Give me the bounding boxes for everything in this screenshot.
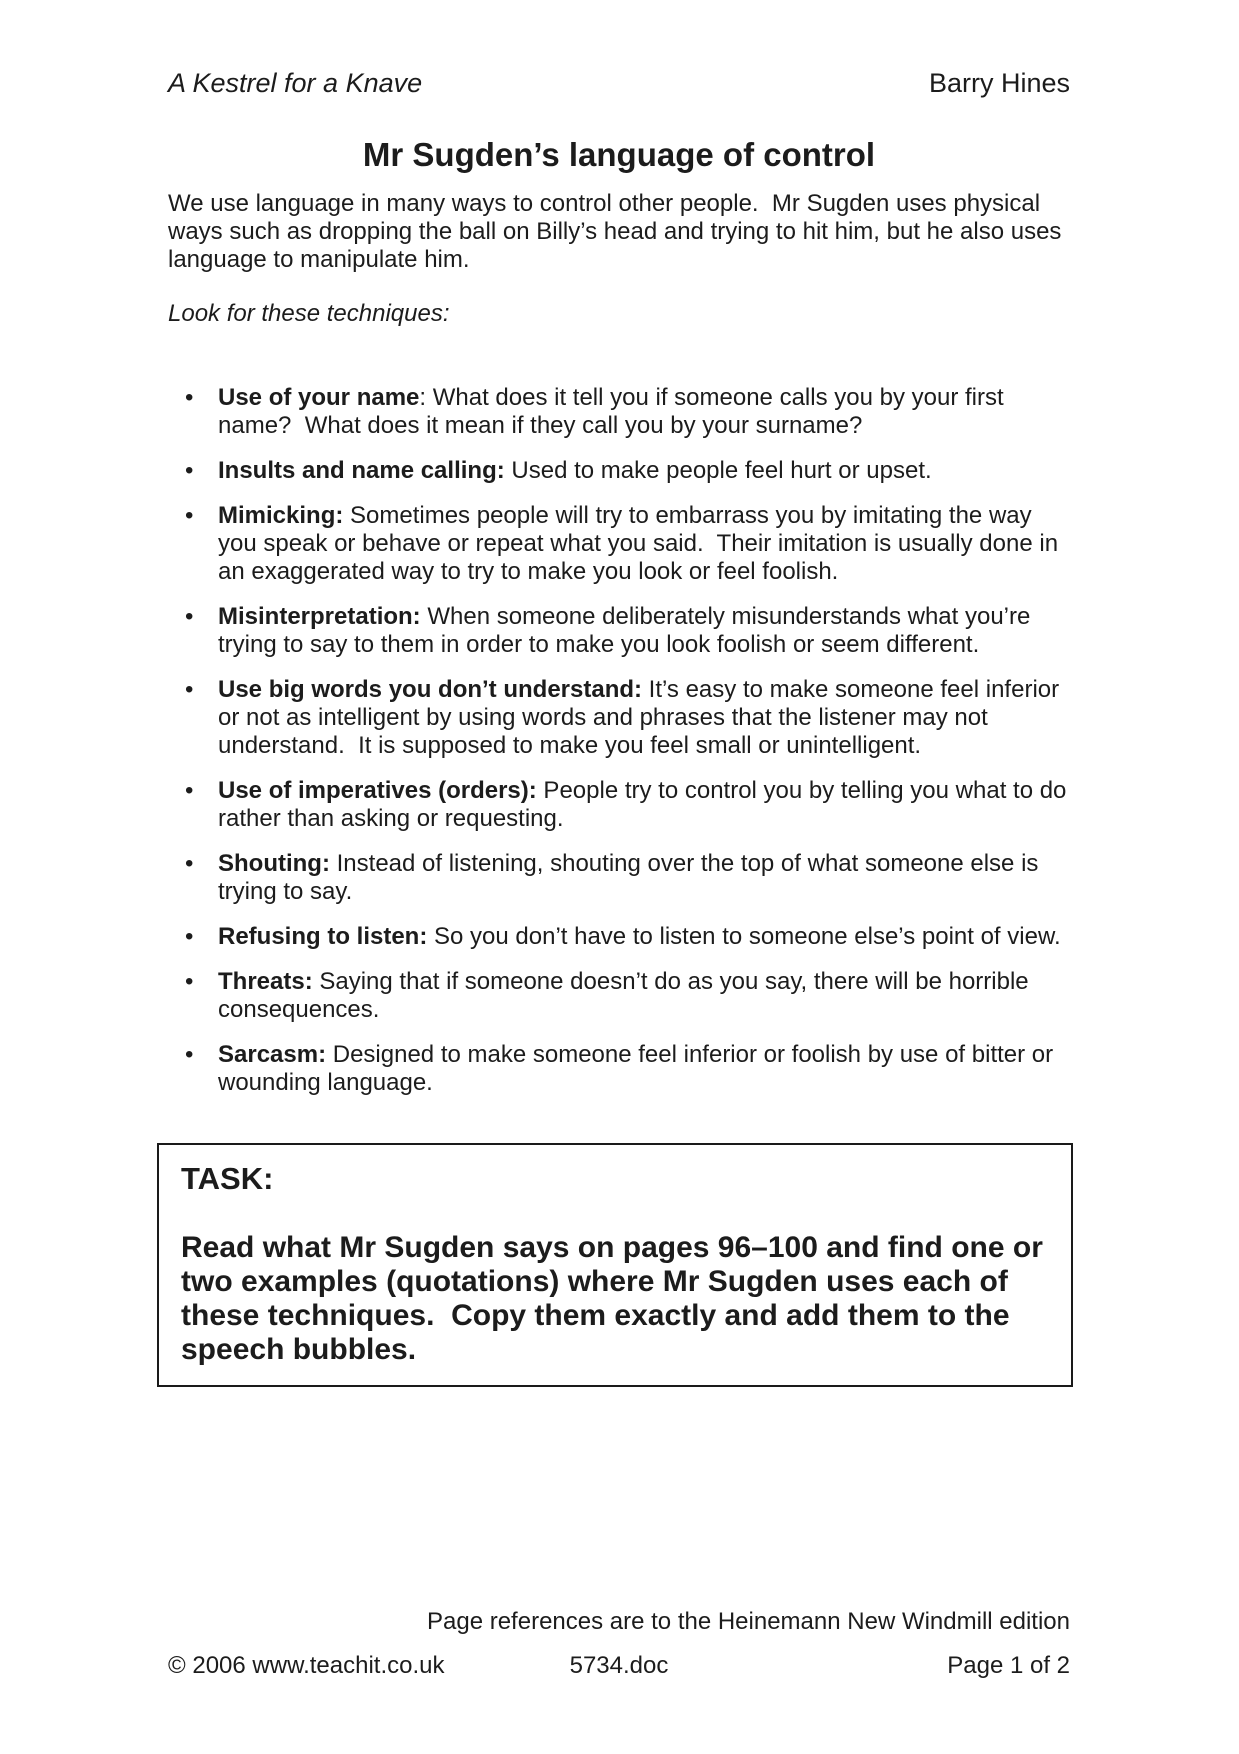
task-heading: TASK: bbox=[181, 1161, 274, 1196]
bullet-icon: • bbox=[185, 384, 194, 411]
technique-description: Sometimes people will try to embarrass you by imitating the way you speak or behave or repeat what you said. Their imitation is usually done in an exaggerated way to try to make you look or feel foolish. bbox=[218, 502, 1065, 585]
technique-description: It’s easy to make someone feel inferior or not as intelligent by using words and phrases that the listener may not understand. It is supposed to make you feel small or unintelligent. bbox=[218, 676, 1066, 759]
document-header bbox=[168, 68, 1070, 98]
technique-term: Insults and name calling: bbox=[218, 457, 505, 484]
bullet-icon: • bbox=[185, 968, 194, 995]
technique-term: Sarcasm: bbox=[218, 1041, 327, 1068]
bullet-icon: • bbox=[185, 777, 194, 804]
technique-term: Shouting: bbox=[218, 850, 330, 877]
technique-term: Threats: bbox=[218, 968, 313, 995]
bullet-icon: • bbox=[185, 603, 194, 630]
task-box bbox=[157, 1143, 1073, 1387]
bullet-icon: • bbox=[185, 502, 194, 529]
technique-term: Use big words you don’t understand: bbox=[218, 676, 643, 703]
bullet-icon: • bbox=[185, 1041, 194, 1068]
footer-page-number: Page 1 of 2 bbox=[947, 1652, 1070, 1679]
technique-description: When someone deliberately misunderstands what you’re trying to say to them in order to make you look foolish or seem different. bbox=[218, 603, 1038, 658]
technique-description: : What does it tell you if someone calls you by your first name? What does it mean if they call you by your surname? bbox=[218, 384, 1011, 439]
footer-copyright: © 2006 www.teachit.co.uk bbox=[168, 1652, 445, 1679]
technique-item bbox=[168, 777, 1074, 833]
technique-item bbox=[168, 676, 1070, 760]
technique-item bbox=[168, 384, 1070, 440]
technique-term: Refusing to listen: bbox=[218, 923, 428, 950]
technique-item bbox=[168, 923, 1070, 951]
technique-item bbox=[168, 457, 1070, 485]
technique-description: So you don’t have to listen to someone else’s point of view. bbox=[427, 923, 1061, 950]
author-name: Barry Hines bbox=[928, 68, 1070, 98]
technique-item bbox=[168, 1041, 1070, 1097]
technique-term: Mimicking: bbox=[218, 502, 344, 529]
edition-note: Page references are to the Heinemann New Windmill edition bbox=[427, 1608, 1070, 1635]
book-title: A Kestrel for a Knave bbox=[168, 68, 423, 98]
intro-paragraph: We use language in many ways to control other people. Mr Sugden uses physical ways such as dropping the ball on Billy’s head and trying to hit him, but he also uses language to manipulate him. bbox=[168, 190, 1069, 273]
page-title: Mr Sugden’s language of control bbox=[362, 136, 876, 173]
technique-description: Saying that if someone doesn’t do as you say, there will be horrible consequences. bbox=[218, 968, 1036, 1023]
techniques-lead-in: Look for these techniques: bbox=[168, 300, 450, 327]
technique-term: Misinterpretation: bbox=[218, 603, 421, 630]
technique-description: People try to control you by telling you what to do rather than asking or requesting. bbox=[218, 777, 1074, 832]
technique-description: Instead of listening, shouting over the top of what someone else is trying to say. bbox=[218, 850, 1046, 905]
bullet-icon: • bbox=[185, 457, 194, 484]
techniques-list bbox=[168, 384, 1074, 1097]
technique-item bbox=[168, 968, 1070, 1024]
bullet-icon: • bbox=[185, 923, 194, 950]
technique-description: Designed to make someone feel inferior or foolish by use of bitter or wounding language. bbox=[218, 1041, 1060, 1096]
bullet-icon: • bbox=[185, 850, 194, 877]
technique-description: Used to make people feel hurt or upset. bbox=[504, 457, 932, 484]
bullet-icon: • bbox=[185, 676, 194, 703]
technique-term: Use of imperatives (orders): bbox=[218, 777, 537, 804]
page-footer bbox=[168, 1652, 1070, 1680]
technique-item bbox=[168, 603, 1070, 659]
task-instructions: Read what Mr Sugden says on pages 96–100 and find one or two examples (quotations) where Mr Sugden uses each of these techniques. Copy them exactly and add them to the speech bubbles. bbox=[181, 1231, 1052, 1366]
technique-item bbox=[168, 850, 1070, 906]
technique-item bbox=[168, 502, 1070, 586]
footer-filename: 5734.doc bbox=[569, 1652, 669, 1679]
technique-term: Use of your name bbox=[218, 384, 420, 411]
